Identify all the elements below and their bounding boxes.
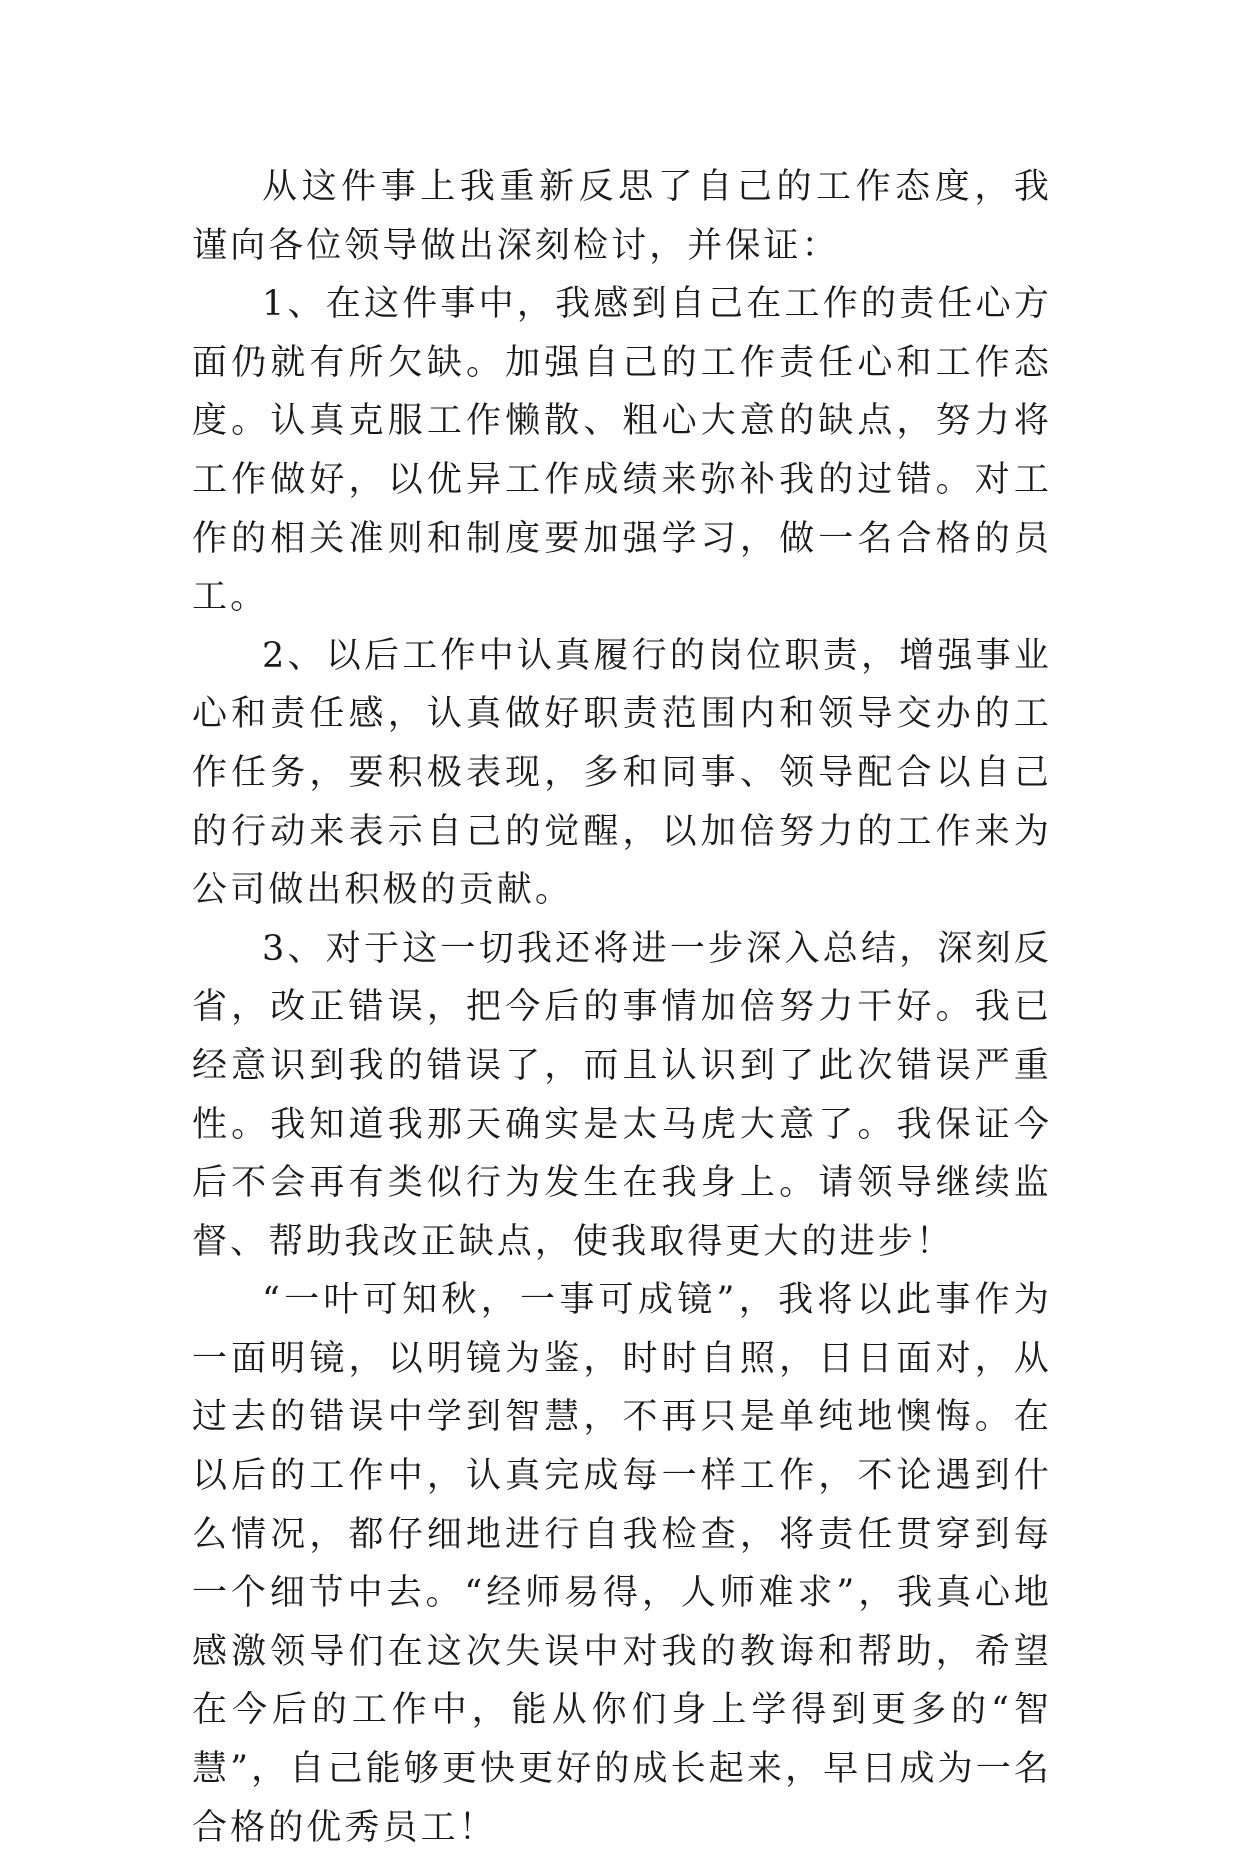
- paragraph-intro: 从这件事上我重新反思了自己的工作态度，我谨向各位领导做出深刻检讨，并保证：: [192, 167, 1052, 266]
- paragraph-conclusion: “一叶可知秋，一事可成镜”，我将以此事作为一面明镜，以明镜为鉴，时时自照，日日面对，从过去的错误中学到智慧，不再只是单纯地懊悔。在以后的工作中，认真完成每一样工作，不论遇到什么情况，都仔细地进行自我检查，将责任贯穿到每一个细节中去。“经师易得，人师难求”，我真心地感激领导们在这次失误中对我的教诲和帮助，希望在今后的工作中，能从你们身上学得到更多的“智慧”，自己能够更快更好的成长起来，早日成为一名合格的优秀员工！: [192, 1280, 1052, 1848]
- paragraph-point-3: 3、对于这一切我还将进一步深入总结，深刻反省，改正错误，把今后的事情加倍努力干好。我已经意识到我的错误了，而且认识到了此次错误严重性。我知道我那天确实是太马虎大意了。我保证今后不会再有类似行为发生在我身上。请领导继续监督、帮助我改正缺点，使我取得更大的进步！: [192, 928, 1052, 1262]
- paragraph-point-2: 2、以后工作中认真履行的岗位职责，增强事业心和责任感，认真做好职责范围内和领导交办的工作任务，要积极表现，多和同事、领导配合以自己的行动来表示自己的觉醒，以加倍努力的工作来为公司做出积极的贡献。: [192, 635, 1052, 911]
- document-body: [192, 158, 1052, 1857]
- paragraph-point-1: 1、在这件事中，我感到自己在工作的责任心方面仍就有所欠缺。加强自己的工作责任心和工作态度。认真克服工作懒散、粗心大意的缺点，努力将工作做好，以优异工作成绩来弥补我的过错。对工作的相关准则和制度要加强学习，做一名合格的员工。: [192, 284, 1052, 618]
